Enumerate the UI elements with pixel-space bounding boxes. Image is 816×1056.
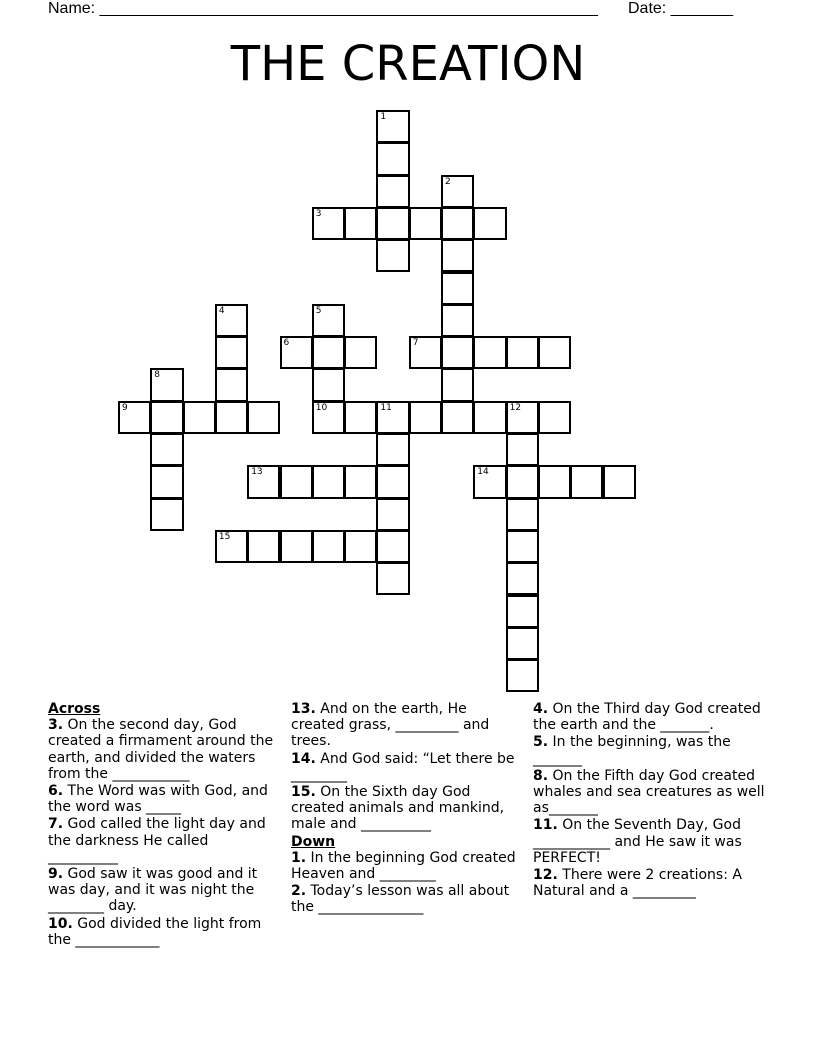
grid-cell[interactable]	[506, 465, 539, 498]
grid-cell[interactable]	[376, 498, 409, 531]
grid-cell[interactable]	[473, 465, 506, 498]
grid-cell[interactable]	[247, 530, 280, 563]
grid-cell[interactable]	[215, 368, 248, 401]
clue-number: 10.	[48, 915, 73, 932]
grid-cell[interactable]	[376, 175, 409, 208]
clue-across-6	[48, 783, 278, 815]
grid-cell[interactable]	[441, 401, 474, 434]
clue-text: On the Third day God created the earth and the _______.	[533, 701, 761, 734]
clue-text: God called the light day and the darkness He called __________	[48, 816, 266, 865]
grid-cell[interactable]	[506, 562, 539, 595]
grid-cell[interactable]	[538, 465, 571, 498]
clue-text: And on the earth, He created grass, _________ and trees.	[291, 701, 490, 750]
clue-number: 1.	[291, 849, 307, 866]
grid-cell[interactable]	[376, 562, 409, 595]
clue-number: 7.	[48, 816, 64, 833]
cell-number: 1	[380, 112, 387, 122]
grid-cell[interactable]	[215, 304, 248, 337]
grid-cell[interactable]	[441, 239, 474, 272]
grid-cell[interactable]	[409, 207, 442, 240]
clue-text: On the Seventh Day, God ___________ and He saw it was PERFECT!	[533, 817, 742, 866]
clue-text: Today’s lesson was all about the _______________	[291, 883, 510, 916]
grid-cell[interactable]	[441, 175, 474, 208]
cell-number: 15	[218, 531, 231, 542]
grid-cell[interactable]	[538, 401, 571, 434]
cell-number: 8	[154, 370, 161, 381]
clue-number: 13.	[291, 701, 316, 717]
grid-cell[interactable]	[280, 530, 313, 563]
grid-cell[interactable]	[570, 465, 603, 498]
clue-down-1	[291, 850, 519, 882]
grid-cell[interactable]	[506, 627, 539, 660]
grid-cell[interactable]	[376, 239, 409, 272]
cell-number: 9	[122, 402, 128, 413]
cell-number: 5	[315, 305, 322, 316]
cell-number: 7	[412, 338, 419, 349]
grid-cell[interactable]	[441, 304, 474, 337]
grid-cell[interactable]	[312, 336, 345, 369]
grid-cell[interactable]	[473, 336, 506, 369]
grid-cell[interactable]	[280, 465, 313, 498]
clue-across-3	[48, 717, 278, 782]
clues-column-1	[48, 701, 278, 949]
clue-number: 2.	[291, 883, 307, 900]
clue-text: God saw it was good and it was day, and it was night the ________ day.	[48, 866, 258, 915]
grid-cell[interactable]	[441, 336, 474, 369]
grid-cell[interactable]	[344, 336, 377, 369]
clue-text: And God said: “Let there be ________	[291, 750, 515, 783]
grid-cell[interactable]	[376, 530, 409, 563]
grid-cell[interactable]	[150, 433, 183, 466]
grid-cell[interactable]	[247, 401, 280, 434]
cell-number: 10	[315, 402, 328, 413]
clue-across-7	[48, 816, 278, 865]
grid-cell[interactable]	[215, 401, 248, 434]
grid-cell[interactable]	[376, 207, 409, 240]
cell-number: 14	[477, 467, 489, 478]
grid-cell[interactable]	[118, 401, 151, 434]
clue-number: 12.	[533, 867, 558, 884]
down-heading: Down	[291, 833, 336, 850]
clue-number: 8.	[533, 767, 549, 784]
grid-cell[interactable]	[506, 530, 539, 563]
clue-number: 9.	[48, 866, 64, 883]
clue-across-9	[48, 866, 278, 915]
page-title: THE CREATION	[230, 36, 586, 92]
grid-cell[interactable]	[473, 401, 506, 434]
clue-number: 14.	[291, 750, 316, 767]
grid-cell[interactable]	[506, 498, 539, 531]
grid-cell[interactable]	[183, 401, 216, 434]
clue-text: On the Sixth day God created animals and mankind, male and __________	[291, 784, 505, 833]
grid-cell[interactable]	[506, 401, 539, 434]
grid-cell[interactable]	[312, 465, 345, 498]
clue-text: On the Fifth day God created whales and sea creatures as well as_______	[533, 767, 765, 817]
grid-cell[interactable]	[312, 368, 345, 401]
grid-cell[interactable]	[376, 465, 409, 498]
clue-number: 4.	[533, 701, 549, 717]
clue-number: 11.	[533, 817, 558, 834]
grid-cell[interactable]	[280, 336, 313, 369]
grid-cell[interactable]	[376, 401, 409, 434]
grid-cell[interactable]	[215, 336, 248, 369]
grid-cell[interactable]	[312, 304, 345, 337]
grid-cell[interactable]	[344, 401, 377, 434]
clue-number: 6.	[48, 783, 64, 800]
grid-cell[interactable]	[506, 595, 539, 628]
date-field[interactable]: Date: _______	[628, 0, 733, 17]
grid-cell[interactable]	[603, 465, 636, 498]
grid-cell[interactable]	[538, 336, 571, 369]
cell-number: 4	[218, 305, 225, 316]
clue-down-12	[533, 867, 773, 899]
grid-cell[interactable]	[409, 336, 442, 369]
grid-cell[interactable]	[441, 368, 474, 401]
grid-cell[interactable]	[150, 498, 183, 531]
cell-number: 6	[283, 338, 290, 349]
grid-cell[interactable]	[441, 207, 474, 240]
grid-cell[interactable]	[376, 433, 409, 466]
clue-text: On the second day, God created a firmament around the earth, and divided the waters from the ___________	[48, 717, 274, 782]
grid-cell[interactable]	[312, 401, 345, 434]
clue-number: 3.	[48, 717, 64, 734]
grid-cell[interactable]	[506, 659, 539, 692]
grid-cell[interactable]	[312, 530, 345, 563]
clue-text: In the beginning, was the _______	[533, 734, 731, 767]
grid-cell[interactable]	[409, 401, 442, 434]
grid-cell[interactable]	[376, 142, 409, 175]
across-heading: Across	[48, 701, 101, 717]
grid-cell[interactable]	[506, 433, 539, 466]
clue-text: God divided the light from the ____________	[48, 915, 262, 948]
grid-cell[interactable]	[376, 110, 409, 143]
cell-number: 13	[251, 467, 263, 478]
grid-cell[interactable]	[150, 401, 183, 434]
clue-number: 5.	[533, 734, 549, 751]
clue-down-11	[533, 817, 773, 866]
clue-down-4	[533, 701, 773, 733]
clue-across-10	[48, 916, 278, 948]
clues-column-3	[533, 701, 773, 900]
grid-cell[interactable]	[247, 465, 280, 498]
grid-cell[interactable]	[150, 465, 183, 498]
clue-number: 15.	[291, 784, 316, 801]
clues-column-2	[291, 701, 519, 917]
grid-cell[interactable]	[150, 368, 183, 401]
grid-cell[interactable]	[441, 272, 474, 305]
grid-cell[interactable]	[312, 207, 345, 240]
clue-text: In the beginning God created Heaven and ________	[291, 849, 516, 883]
clue-across-15	[291, 784, 519, 833]
cell-number: 12	[509, 402, 522, 413]
clue-down-2	[291, 883, 519, 915]
grid-cell[interactable]	[344, 465, 377, 498]
grid-cell[interactable]	[473, 207, 506, 240]
clue-down-5	[533, 734, 773, 766]
grid-cell[interactable]	[344, 207, 377, 240]
clue-down-8	[533, 768, 773, 817]
grid-cell[interactable]	[506, 336, 539, 369]
clue-text: The Word was with God, and the word was _____	[48, 783, 268, 816]
clue-across-13	[291, 701, 519, 750]
clue-across-14	[291, 751, 519, 783]
grid-cell[interactable]	[344, 530, 377, 563]
cell-number: 3	[315, 208, 322, 219]
grid-cell[interactable]	[215, 530, 248, 563]
cell-number: 2	[445, 176, 451, 187]
name-field[interactable]: Name: ________________________________________________________	[48, 0, 598, 17]
cell-number: 11	[380, 402, 392, 413]
clue-text: There were 2 creations: A Natural and a _________	[533, 867, 742, 900]
